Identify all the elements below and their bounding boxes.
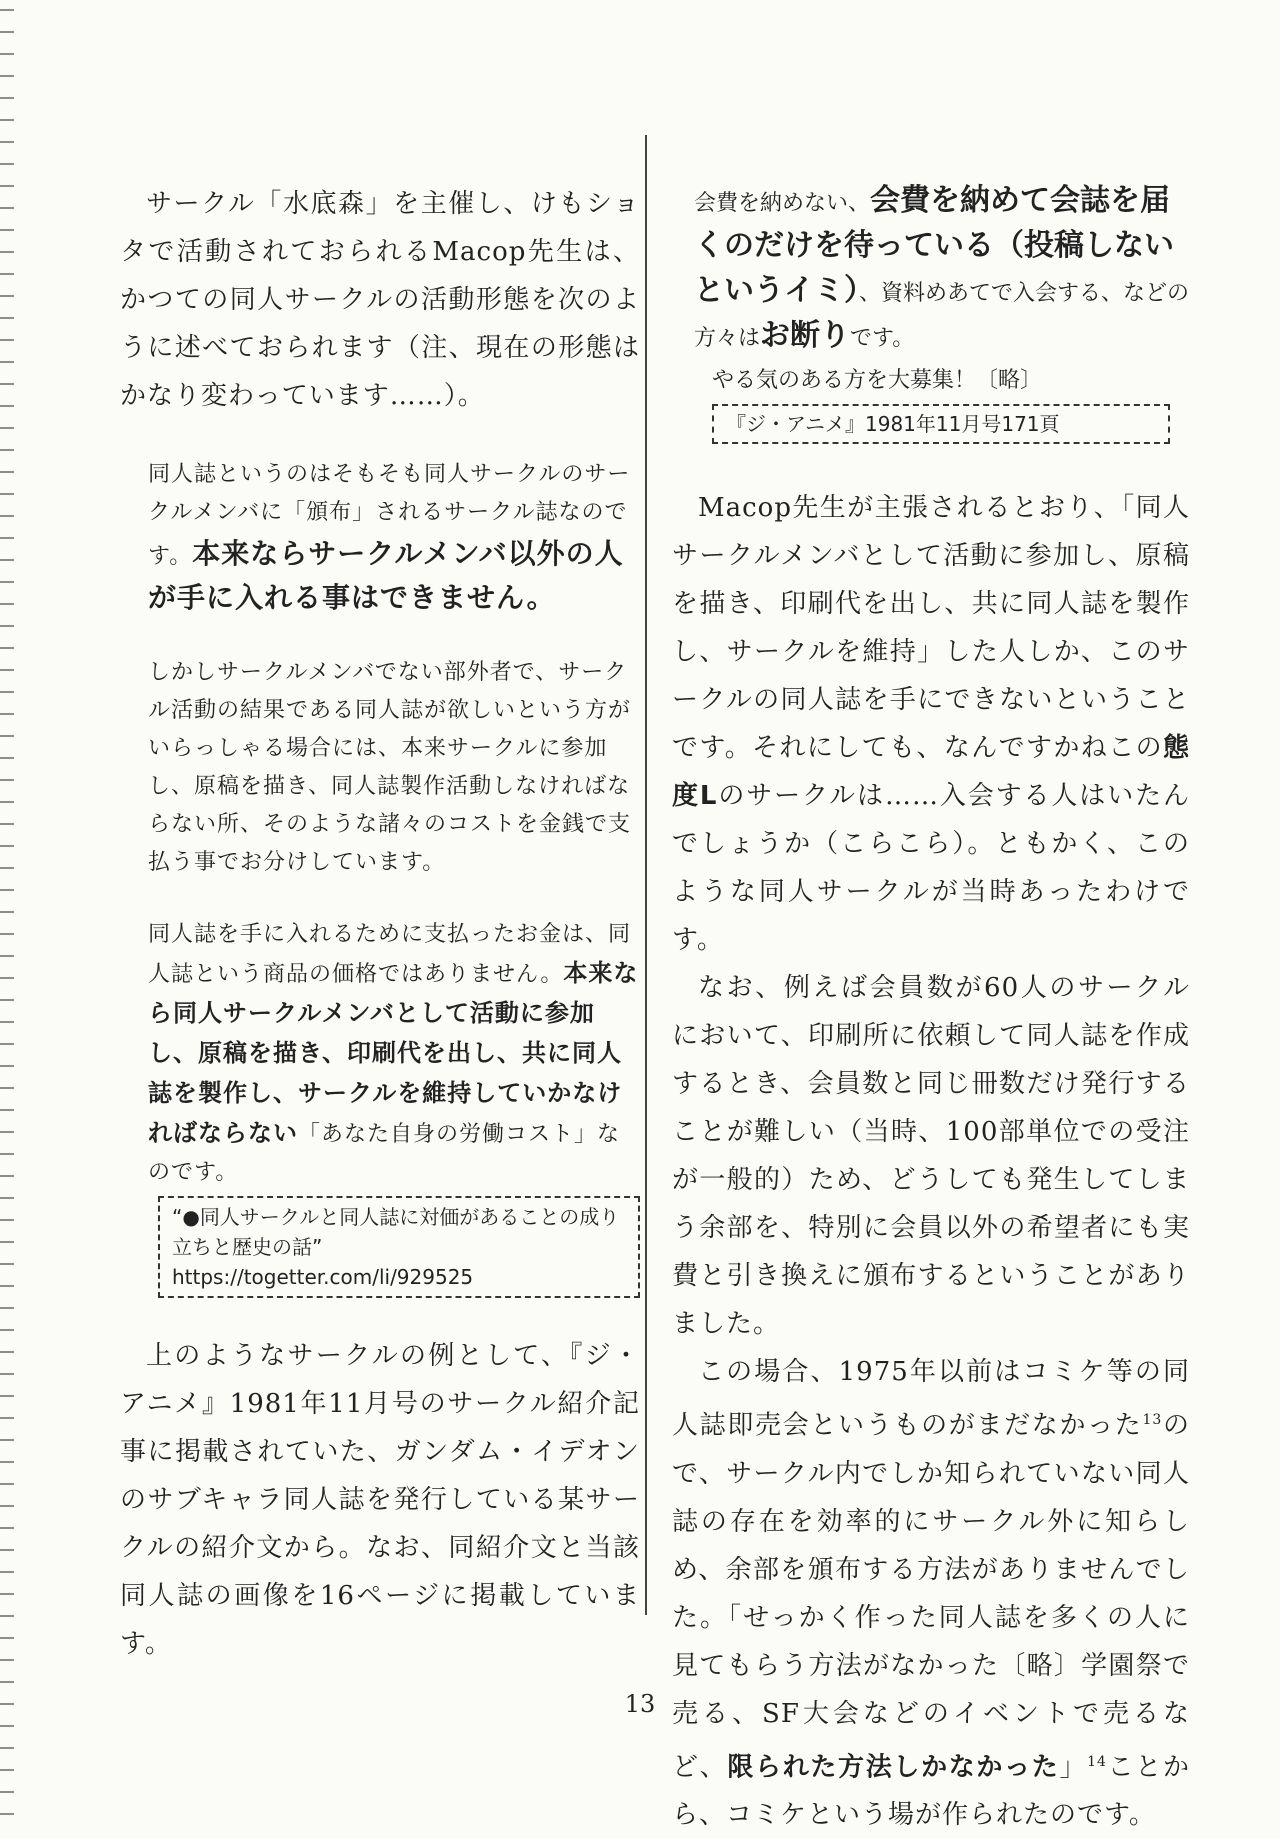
right-column bbox=[672, 180, 1190, 1839]
macop-quote-1-emphasis: 本来ならサークルメンバ以外の人が手に入れる事はできません。 bbox=[148, 537, 624, 614]
right-paragraph-1 bbox=[672, 484, 1190, 964]
circle-quote-c: 、資料めあてで入会する、などの方々は bbox=[694, 281, 1190, 351]
macop-quote-3-emphasis: 本来なら同人サークルメンバとして活動に参加し、原稿を描き、印刷代を出し、共に同人誌を製作し、サークルを維持していかなければならない bbox=[148, 959, 639, 1147]
circle-intro-quote bbox=[672, 180, 1190, 360]
source-citation-box: “●同人サークルと同人誌に対価があることの成り立ちと歴史の話” https://togetter.com/li/929525 bbox=[158, 1196, 640, 1298]
intro-paragraph: サークル「水底森」を主催し、けもショタで活動されておられるMacop先生は、かつての同人サークルの活動形態を次のように述べておられます（注、現在の形態はかなり変わっています……）。 bbox=[120, 189, 640, 411]
right-p1-a: Macop先生が主張されるとおり、「同人サークルメンバとして活動に参加し、原稿を描き、印刷代を出し、共に同人誌を製作し、サークルを維持」した人しか、このサークルの同人誌を手にできないということです。それにしても、なんですかねこの bbox=[672, 493, 1190, 763]
right-p1-emphasis: 態度L bbox=[672, 733, 1190, 811]
right-paragraph-3 bbox=[672, 1348, 1190, 1839]
example-paragraph: 上のようなサークルの例として、『ジ・アニメ』1981年11月号のサークル紹介記事に掲載されていた、ガンダム・イデオンのサブキャラ同人誌を発行している某サークルの紹介文から。なお、同紹介文と当該同人誌の画像を16ページに掲載しています。 bbox=[120, 1341, 640, 1659]
footnote-ref-14: 14 bbox=[1087, 1753, 1107, 1770]
circle-quote-e: です。 bbox=[850, 326, 915, 351]
right-p3-e: ことから、コミケという場が作られたのです。 bbox=[672, 1752, 1190, 1831]
left-column bbox=[120, 180, 640, 1668]
page-number: 13 bbox=[624, 1690, 656, 1718]
macop-quote-1 bbox=[148, 456, 640, 620]
magazine-source-box: 『ジ・アニメ』1981年11月号171頁 bbox=[712, 404, 1170, 444]
circle-quote-recruit: やる気のある方を大募集！〔略〕 bbox=[712, 368, 1043, 393]
right-paragraph-2: なお、例えば会員数が60人のサークルにおいて、印刷所に依頼して同人誌を作成するとき、会員数と同じ冊数だけ発行することが難しい（当時、100部単位での受注が一般的）ため、どうしても発生してしまう余部を、特別に会員以外の希望者にも実費と引き換えに頒布するということがありました。 bbox=[672, 973, 1190, 1339]
circle-quote-a: 会費を納めない、 bbox=[694, 191, 871, 216]
right-p3-b: ので、サークル内でしか知られていない同人誌の存在を効率的にサークル外に知らしめ、余部を頒布する方法がありませんでした。「せっかく作った同人誌を多くの人に見てもらう方法がなかった〔略〕学園祭で売る、SF大会などのイベントで売るなど、 bbox=[672, 1410, 1190, 1783]
footnote-ref-13: 13 bbox=[1142, 1412, 1163, 1428]
macop-quote-3-end: 「あなた自身の労働コスト」なのです。 bbox=[148, 1122, 621, 1185]
macop-quote-2: しかしサークルメンバでない部外者で、サークル活動の結果である同人誌が欲しいという方がいらっしゃる場合には、本来サークルに参加し、原稿を描き、同人誌製作活動しなければならない所、そのような諸々のコストを金銭で支払う事でお分けしています。 bbox=[148, 660, 632, 875]
circle-quote-emphasis: 会費を納めて会誌を届くのだけを待っている（投稿しないというイミ） bbox=[694, 183, 1174, 308]
macop-quote-3 bbox=[148, 916, 640, 1192]
binding-edge bbox=[0, 0, 14, 1817]
right-p3-d: 」 bbox=[1059, 1752, 1088, 1783]
right-p3-a: この場合、1975年以前はコミケ等の同人誌即売会というものがまだなかった bbox=[672, 1357, 1190, 1441]
right-p1-c: のサークルは……入会する人はいたんでしょうか（こらこら）。ともかく、このような同人サークルが当時あったわけです。 bbox=[672, 781, 1190, 955]
macop-quote-1-text: 同人誌というのはそもそも同人サークルのサークルメンバに「頒布」されるサークル誌なのです。 bbox=[148, 462, 631, 569]
macop-quote-3-text: 同人誌を手に入れるために支払ったお金は、同人誌という商品の価格ではありません。 bbox=[148, 922, 632, 987]
right-p3-emphasis: 限られた方法しかなかった bbox=[727, 1752, 1060, 1783]
circle-quote-refuse: お断り bbox=[760, 318, 851, 353]
column-divider bbox=[645, 135, 647, 1615]
